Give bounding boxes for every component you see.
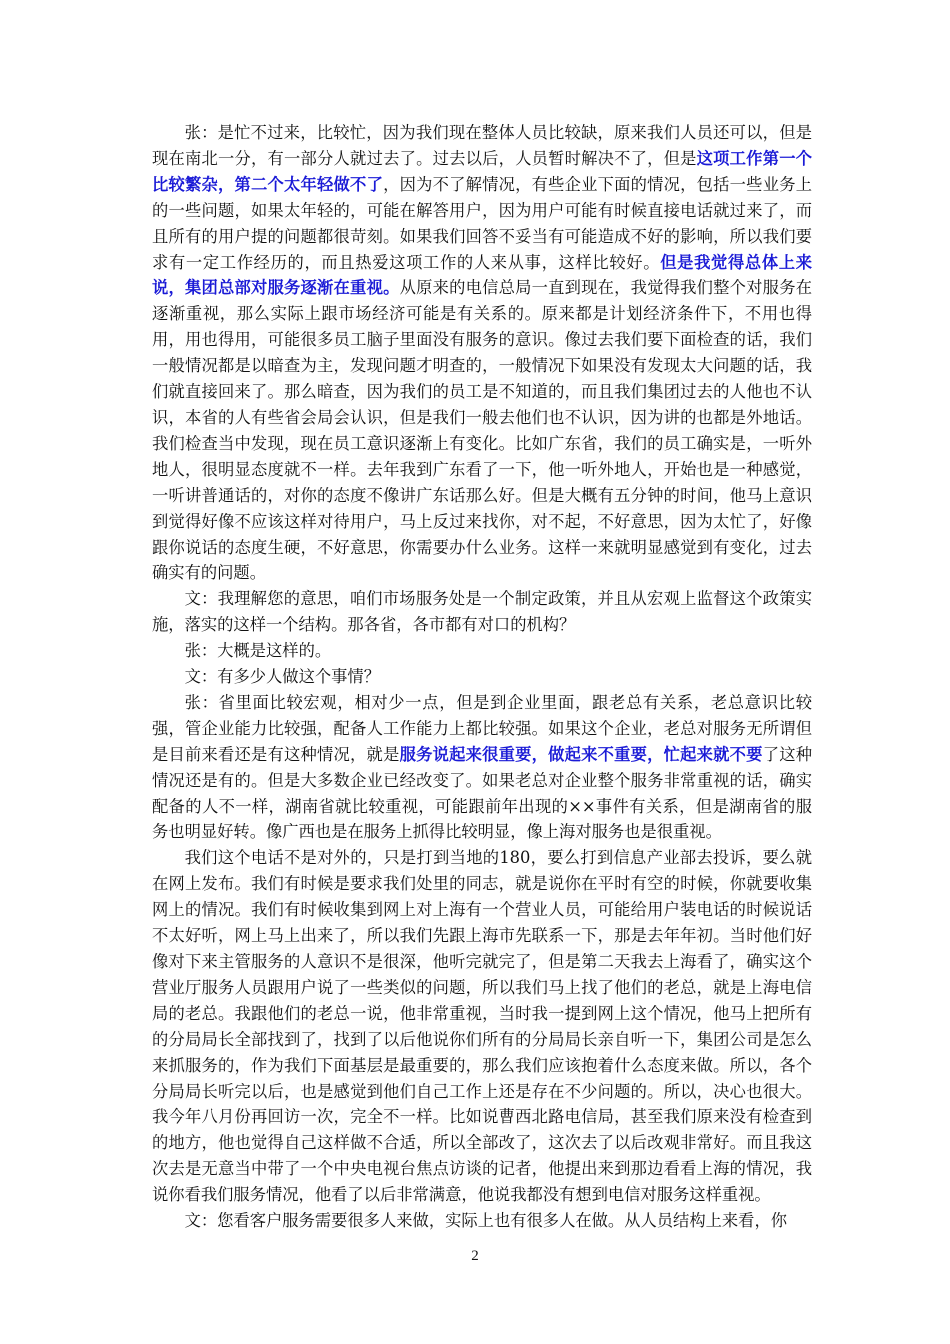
paragraph xyxy=(152,586,812,638)
paragraph-text: 从原来的电信总局一直到现在，我觉得我们整个对服务在逐渐重视，那么实际上跟市场经济可能是有关系的。原来都是计划经济条件下，不用也得用，用也得用，可能很多员工脑子里面没有服务的意识。像过去我们要下面检查的话，我们一般情况都是以暗查为主，发现问题才明查的，一般情况下如果没有发现太大问题的话，我们就直接回来了。那么暗查，因为我们的员工是不知道的，而且我们集团过去的人他也不认识，本省的人有些省会局会认识，但是我们一般去他们也不认识，因为讲的也都是外地话。我们检查当中发现，现在员工意识逐渐上有变化。比如广东省，我们的员工确实是，一听外地人，很明显态度就不一样。去年我到广东看了一下，他一听外地人，开始也是一种感觉，一听讲普通话的，对你的态度不像讲广东话那么好。但是大概有五分钟的时间，他马上意识到觉得好像不应该这样对待用户，马上反过来找你，对不起，不好意思，因为太忙了，好像跟你说话的态度生硬，不好意思，你需要办什么业务。这样一来就明显感觉到有变化，过去确实有的问题。 xyxy=(152,278,812,583)
paragraph-text: 张：大概是这样的。 xyxy=(184,641,332,661)
paragraph xyxy=(152,845,812,1208)
document-body xyxy=(152,120,812,1234)
paragraph xyxy=(152,664,812,690)
paragraph-text: 文：我理解您的意思，咱们市场服务处是一个制定政策，并且从宏观上监督这个政策实施，落实的这样一个结构。那各省，各市都有对口的机构？ xyxy=(152,589,812,635)
highlighted-text: 服务说起来很重要，做起来不重要，忙起来就不要 xyxy=(399,744,763,764)
paragraph-text: ，因为不了解情况，有些企业下面的情况，包括一些业务上的一些问题，如果太年轻的，可能在解答用户，因为用户可能有时候直接电话就过来了，而且所有的用户提的问题都很苛刻。如果我们回答不妥当有可能造成不好的影响，所以我们要求有一定工作经历的，而且热爱这项工作的人来从事，这样比较好。 xyxy=(152,174,812,272)
paragraph xyxy=(152,120,812,586)
paragraph xyxy=(152,638,812,664)
paragraph-text: 文：您看客户服务需要很多人来做，实际上也有很多人在做。从人员结构上来看，你 xyxy=(184,1211,788,1231)
paragraph-text: 张：省里面比较宏观，相对少一点，但是到企业里面，跟老总有关系，老总意识比较强，管企业能力比较强，配备人工作能力上都比较强。如果这个企业，老总对服务无所谓但是目前来看还是有这种情况，就是 xyxy=(152,692,812,764)
paragraph-text: 了这种情况还是有的。但是大多数企业已经改变了。如果老总对企业整个服务非常重视的话，确实配备的人不一样，湖南省就比较重视，可能跟前年出现的××事件有关系，但是湖南省的服务也明显好转。像广西也是在服务上抓得比较明显，像上海对服务也是很重视。 xyxy=(152,744,812,842)
paragraph-text: 张：是忙不过来，比较忙，因为我们现在整体人员比较缺，原来我们人员还可以，但是现在南北一分，有一部分人就过去了。过去以后，人员暂时解决不了，但是 xyxy=(152,123,812,168)
highlighted-text: 这项工作第一个比较繁杂，第二个太年轻做不了 xyxy=(152,148,812,194)
paragraph-text: 文：有多少人做这个事情？ xyxy=(184,667,380,687)
highlighted-text: 但是我觉得总体上来说，集团总部对服务逐渐在重视。 xyxy=(152,252,812,298)
paragraph xyxy=(152,690,812,845)
paragraph-text: 我们这个电话不是对外的，只是打到当地的180，要么打到信息产业部去投诉，要么就在网上发布。我们有时候是要求我们处里的同志，就是说你在平时有空的时候，你就要收集网上的情况。我们有时候收集到网上对上海有一个营业人员，可能给用户装电话的时候说话不太好听，网上马上出来了，所以我们先跟上海市先联系一下，那是去年年初。当时他们好像对下来主管服务的人意识不是很深，他听完就完了，但是第二天我去上海看了，确实这个营业厅服务人员跟用户说了一些类似的问题，所以我们马上找了他们的老总，就是上海电信局的老总。我跟他们的老总一说，他非常重视，当时我一提到网上这个情况，他马上把所有的分局局长全部找到了，找到了以后他说你们所有的分局局长亲自听一下，集团公司是怎么来抓服务的，作为我们下面基层是最重要的，那么我们应该抱着什么态度来做。所以，各个分局局长听完以后，也是感觉到他们自己工作上还是存在不少问题的。所以，决心也很大。我今年八月份再回访一次，完全不一样。比如说曹西北路电信局，甚至我们原来没有检查到的地方，他也觉得自己这样做不合适，所以全部改了，这次去了以后改观非常好。而且我这次去是无意当中带了一个中央电视台焦点访谈的记者，他提出来到那边看看上海的情况，我说你看我们服务情况，他看了以后非常满意，他说我都没有想到电信对服务这样重视。 xyxy=(152,848,812,1205)
page-number: 2 xyxy=(471,1248,479,1264)
paragraph xyxy=(152,1208,812,1234)
